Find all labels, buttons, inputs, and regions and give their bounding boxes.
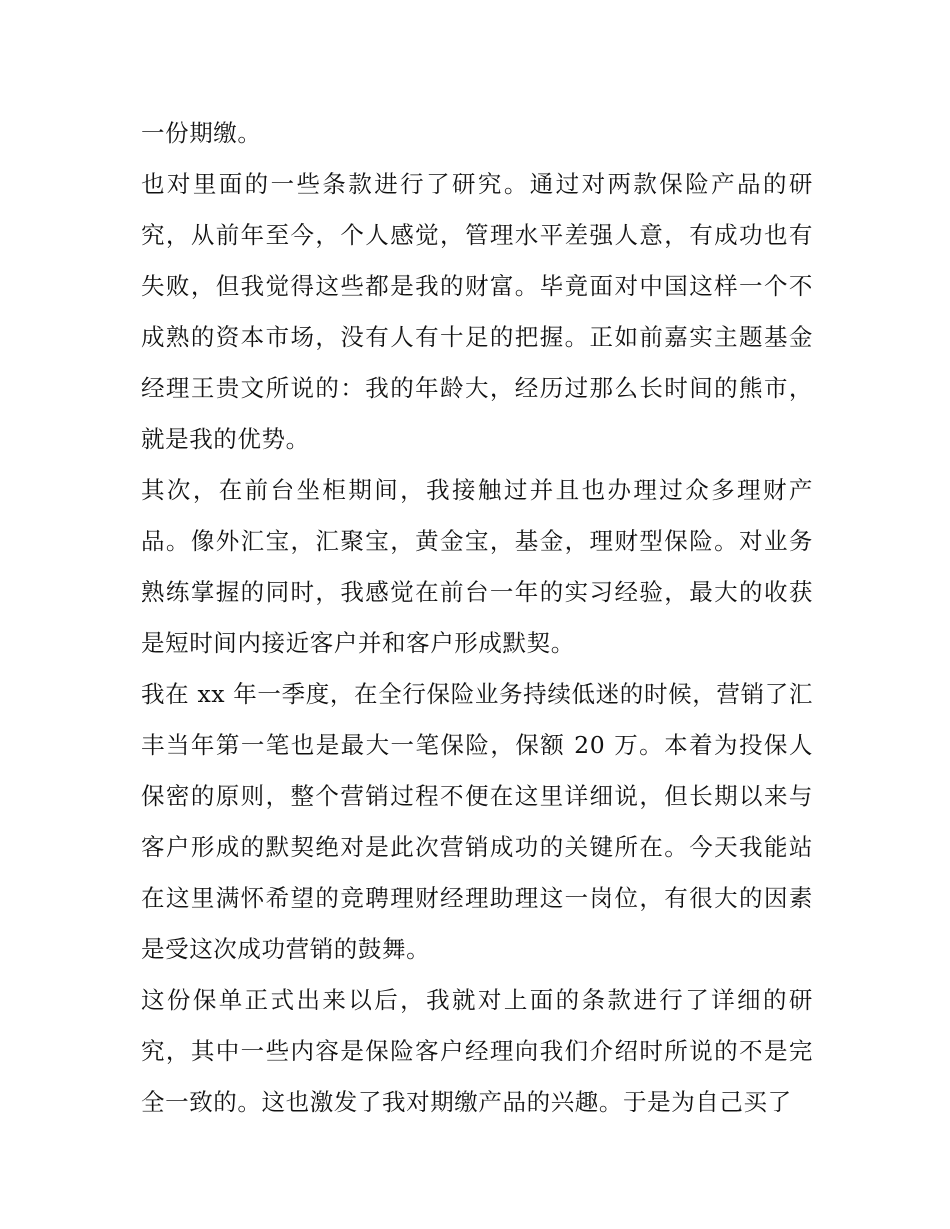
paragraph-4: 我在 xx 年一季度，在全行保险业务持续低迷的时候，营销了汇丰当年第一笔也是最大一笔保险，保额 20 万。本着为投保人保密的原则，整个营销过程不便在这里详细说，但长期以来与客户形成的默契绝对是此次营销成功的关键所在。今天我能站在这里满怀希望的竞聘理财经理助理这一岗位，有很大的因素是受这次成功营销的鼓舞。 [141,680,813,963]
document-body [141,108,813,1128]
paragraph-1: 一份期缴。 [141,119,262,147]
paragraph-2: 也对里面的一些条款进行了研究。通过对两款保险产品的研究，从前年至今，个人感觉，管理水平差强人意，有成功也有失败，但我觉得这些都是我的财富。毕竟面对中国这样一个不成熟的资本市场，没有人有十足的把握。正如前嘉实主题基金经理王贵文所说的：我的年龄大，经历过那么长时间的熊市，就是我的优势。 [141,170,813,453]
paragraph-3: 其次，在前台坐柜期间，我接触过并且也办理过众多理财产品。像外汇宝，汇聚宝，黄金宝，基金，理财型保险。对业务熟练掌握的同时，我感觉在前台一年的实习经验，最大的收获是短时间内接近客户并和客户形成默契。 [141,476,813,657]
paragraph-5: 这份保单正式出来以后，我就对上面的条款进行了详细的研究，其中一些内容是保险客户经理向我们介绍时所说的不是完全一致的。这也激发了我对期缴产品的兴趣。于是为自己买了 [141,986,813,1116]
